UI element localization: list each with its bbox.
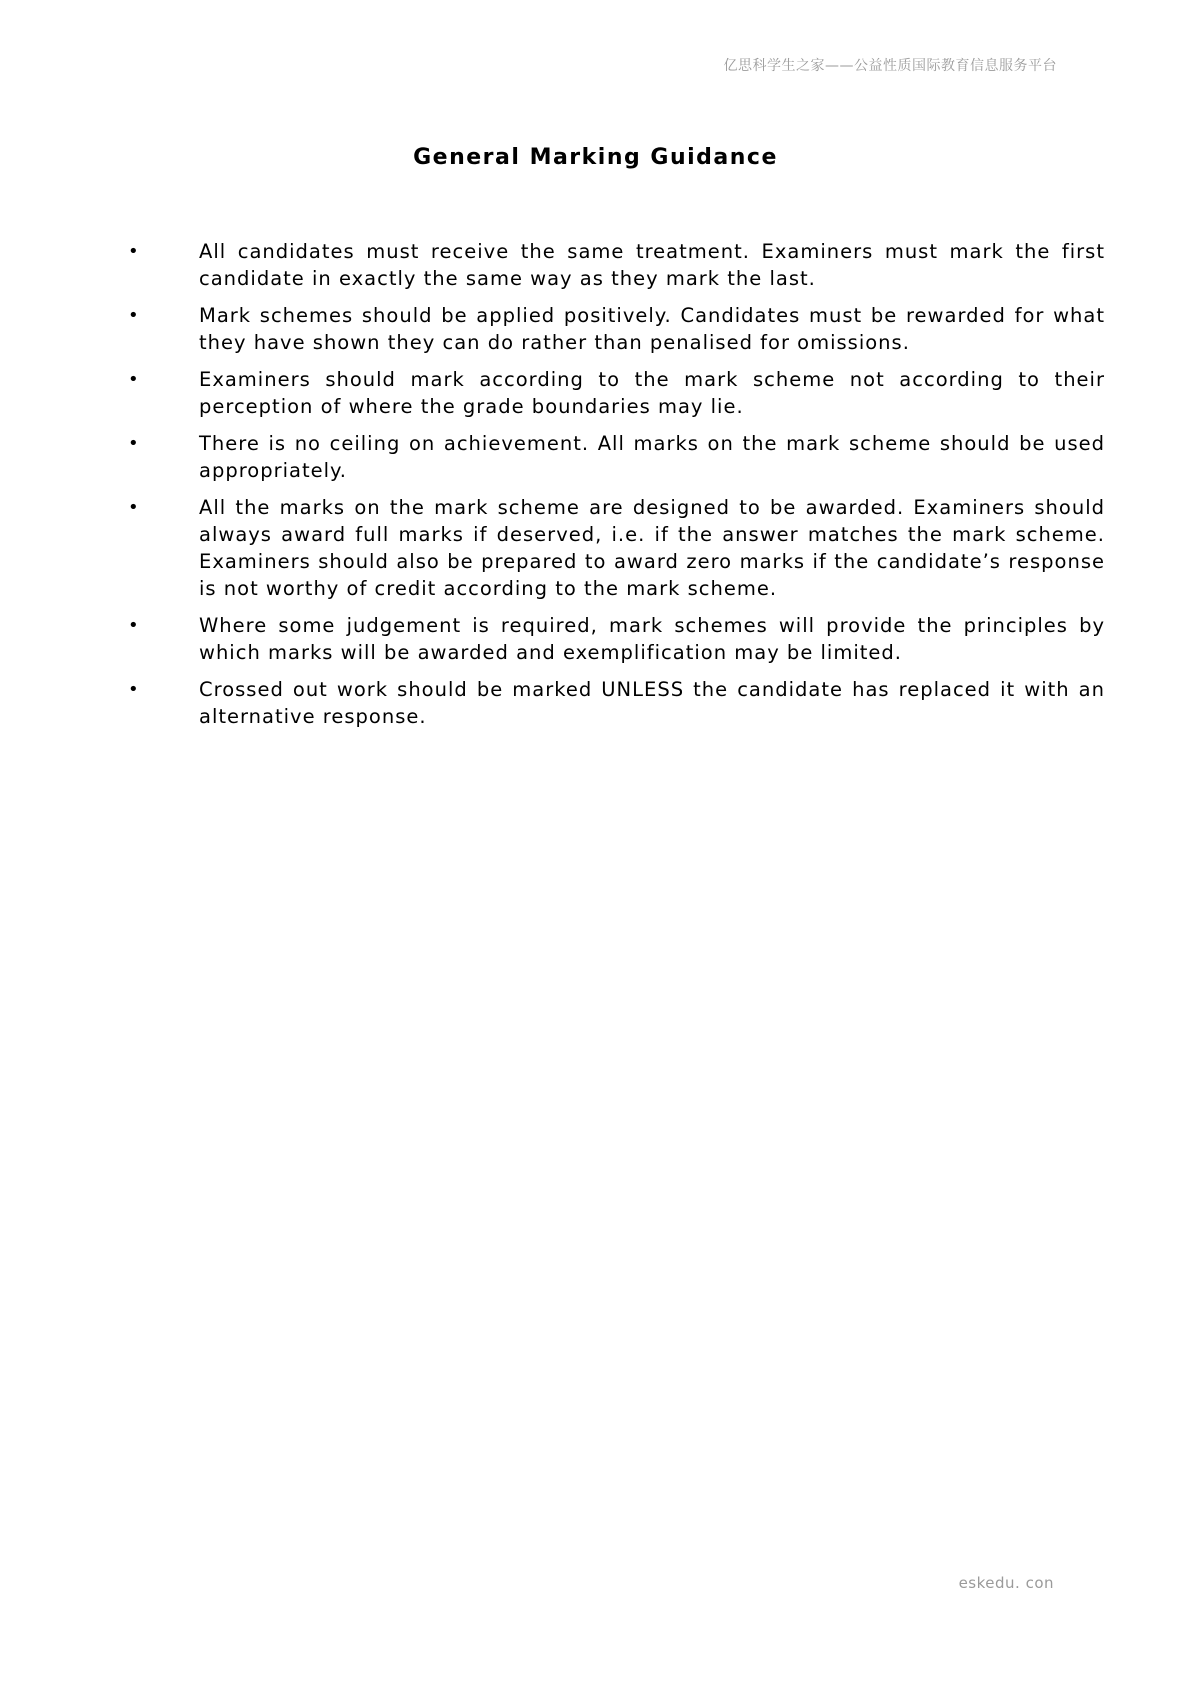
bullet-icon: • [128, 241, 140, 262]
list-item-text: Crossed out work should be marked UNLESS the candidate has replaced it with an alternative response. [199, 678, 1105, 728]
list-item-text: Mark schemes should be applied positively. Candidates must be rewarded for what they have shown they can do rather than penalised for omissions. [199, 304, 1105, 354]
list-item-text: Examiners should mark according to the mark scheme not according to their perception of where the grade boundaries may lie. [199, 368, 1105, 418]
footer-watermark: eskedu. con [958, 1574, 1054, 1592]
bullet-icon: • [128, 615, 140, 636]
page-title: General Marking Guidance [413, 145, 778, 170]
bullet-icon: • [128, 497, 140, 518]
list-item [128, 366, 1105, 420]
list-item-text: There is no ceiling on achievement. All marks on the mark scheme should be used appropriately. [199, 432, 1105, 482]
list-item [128, 676, 1105, 730]
bullet-icon: • [128, 433, 140, 454]
list-item-text: Where some judgement is required, mark schemes will provide the principles by which marks will be awarded and exemplification may be limited. [199, 614, 1105, 664]
bullet-icon: • [128, 369, 140, 390]
list-item [128, 238, 1105, 292]
header-watermark: 亿思科学生之家——公益性质国际教育信息服务平台 [723, 58, 1057, 74]
list-item [128, 430, 1105, 484]
list-item [128, 494, 1105, 602]
bullet-icon: • [128, 679, 140, 700]
guidance-list [128, 238, 1105, 740]
list-item-text: All candidates must receive the same treatment. Examiners must mark the first candidate in exactly the same way as they mark the last. [199, 240, 1105, 290]
list-item-text: All the marks on the mark scheme are designed to be awarded. Examiners should always award full marks if deserved, i.e. if the answer matches the mark scheme. Examiners should also be prepared to award zero marks if the candidate’s response is not worthy of credit according to the mark scheme. [199, 496, 1105, 600]
list-item [128, 612, 1105, 666]
list-item [128, 302, 1105, 356]
bullet-icon: • [128, 305, 140, 326]
